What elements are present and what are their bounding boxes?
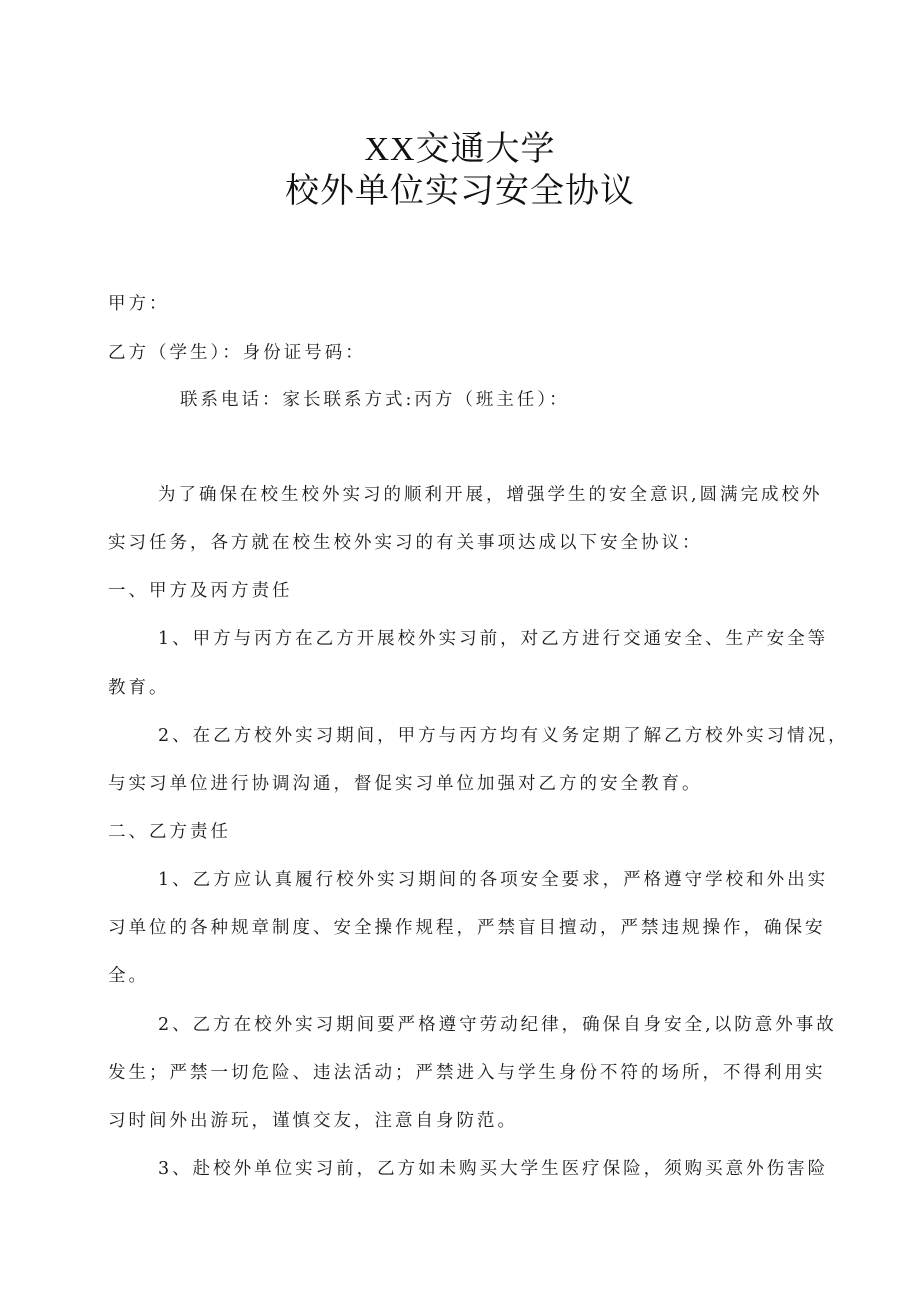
clause-line: 2、乙方在校外实习期间要严格遵守劳动纪律，确保自身安全,以防意外事故 <box>158 1015 837 1035</box>
paragraph-intro-line: 为了确保在校生校外实习的顺利开展，增强学生的安全意识,圆满完成校外 <box>158 485 823 505</box>
clause-line: 1、甲方与丙方在乙方开展校外实习前，对乙方进行交通安全、生产安全等 <box>158 629 829 649</box>
section-heading: 一、甲方及丙方责任 <box>108 581 293 601</box>
clause-line: 全。 <box>108 966 149 986</box>
clause-line: 习单位的各种规章制度、安全操作规程，严禁盲目擅动，严禁违规操作，确保安 <box>108 918 826 938</box>
clause-line: 习时间外出游玩，谨慎交友，注意自身防范。 <box>108 1111 518 1131</box>
party-b-label: 乙方（学生）：身份证号码： <box>108 343 366 363</box>
clause-line: 教育。 <box>108 678 170 698</box>
party-a-label: 甲方： <box>108 294 170 314</box>
document-title-school: XX交通大学 <box>364 131 556 168</box>
clause-line: 3、赴校外单位实习前，乙方如未购买大学生医疗保险，须购买意外伤害险 <box>158 1159 829 1179</box>
clause-line: 2、在乙方校外实习期间，甲方与丙方均有义务定期了解乙方校外实习情况， <box>158 726 849 746</box>
clause-line: 与实习单位进行协调沟通，督促实习单位加强对乙方的安全教育。 <box>108 774 703 794</box>
clause-line: 发生；严禁一切危险、违法活动；严禁进入与学生身份不符的场所，不得利用实 <box>108 1063 826 1083</box>
paragraph-intro-line: 实习任务，各方就在校生校外实习的有关事项达成以下安全协议： <box>108 533 703 553</box>
section-heading: 二、乙方责任 <box>108 822 231 842</box>
contact-label: 联系电话：家长联系方式:丙方（班主任）： <box>180 390 570 410</box>
clause-line: 1、乙方应认真履行校外实习期间的各项安全要求，严格遵守学校和外出实 <box>158 870 829 890</box>
document-title-agreement: 校外单位实习安全协议 <box>285 173 635 210</box>
